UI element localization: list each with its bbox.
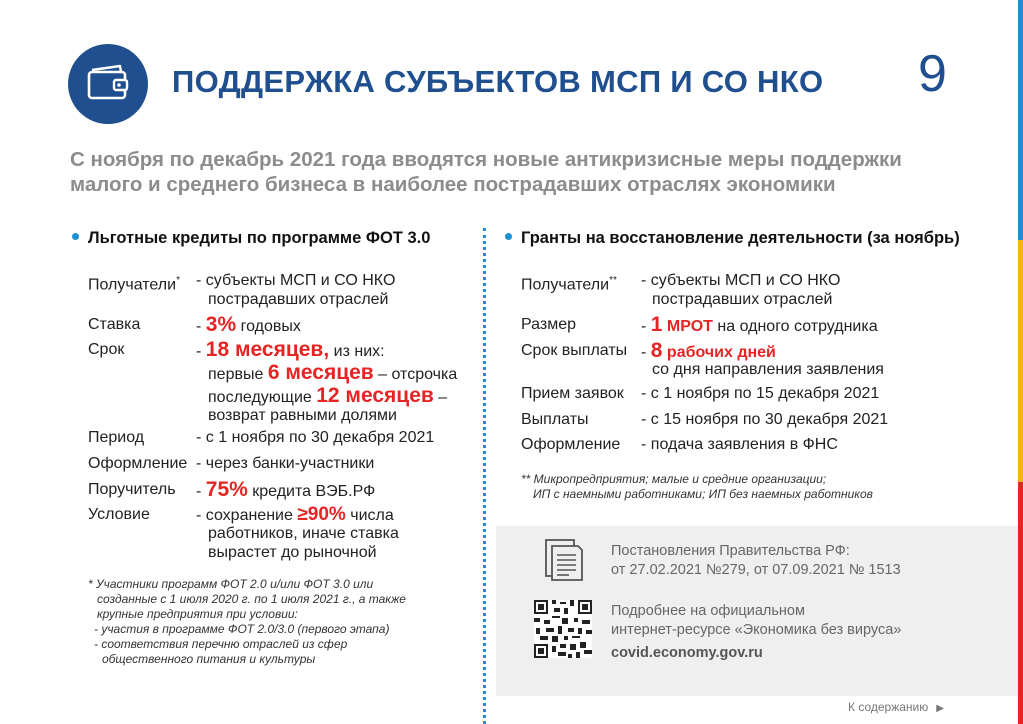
payout-term-highlight: 8 [650,339,663,362]
grant-recipients-mark: ** [609,275,617,286]
payout-term-line-2: со дня направления заявления [652,361,884,378]
left-footnote-line: созданные с 1 июля 2020 г. по 1 июля 2021 г., а также [97,592,406,606]
right-footnote [521,472,873,502]
bullet-icon [505,233,512,240]
column-divider [483,228,486,724]
header-logo [68,44,148,124]
condition-line-3: вырастет до рыночной [208,544,377,561]
term-l3-rest: – [438,389,448,406]
qr-code-icon[interactable] [534,600,592,658]
right-footnote-line: ** Микропредприятия; малые и средние организации; [521,472,827,486]
subtitle-line-2: малого и среднего бизнеса в наиболее пострадавших отраслях экономики [70,173,836,196]
condition-label: Условие [88,506,150,523]
subtitle-line-1: С ноября по декабрь 2021 года вводятся новые антикризисные меры поддержки [70,148,902,171]
grant-recipients-value-2: пострадавших отраслей [652,291,833,308]
payout-term-label: Срок выплаты [521,342,628,359]
decree-line-1: Постановления Правительства РФ: [611,543,850,559]
term-l3-highlight: 12 месяцев [316,384,434,407]
left-footnote-line: общественного питания и культуры [102,652,316,666]
left-section-title [72,229,430,248]
guarantor-label: Поручитель [88,481,176,498]
term-l4: возврат равными долями [208,407,397,424]
size-unit: МРОТ [666,318,713,335]
more-info-line-2: интернет-ресурсе «Экономика без вируса» [611,622,902,638]
stripe-red [1018,482,1023,724]
rate-highlight: 3% [205,313,237,336]
more-info-line-1: Подробнее на официальном [611,603,805,619]
term-highlight: 18 месяцев, [205,338,330,361]
right-section-title [505,229,960,248]
recipients-value-1: - субъекты МСП и СО НКО [196,272,396,289]
guarantor-dash: - [196,483,202,500]
term-l2-rest: – отсрочка [378,366,458,383]
right-footnote-line: ИП с наемными работниками; ИП без наемных работников [533,487,873,501]
grant-recipients-value-1: - субъекты МСП и СО НКО [641,272,841,289]
left-section-title-text: Льготные кредиты по программе ФОТ 3.0 [88,229,431,247]
document-icon [544,538,584,582]
guarantor-highlight: 75% [205,478,248,501]
right-section-title-text: Гранты на восстановление деятельности (за ноябрь) [521,229,960,247]
condition-rest: числа [350,507,394,524]
size-highlight: 1 [650,313,663,336]
condition-line-2: работников, иначе ставка [208,525,399,542]
page-title: ПОДДЕРЖКА СУБЪЕКТОВ МСП И СО НКО [172,64,824,99]
grant-recipients-label: Получатели [521,276,610,294]
left-footnote [88,577,406,667]
term-dash: - [196,343,202,360]
toc-link-label[interactable]: К содержанию [848,700,929,714]
term-l3-prefix: последующие [208,389,312,406]
page-number: 9 [918,45,947,103]
period-value: - с 1 ноября по 30 декабря 2021 [196,429,435,446]
guarantor-rest: кредита ВЭБ.РФ [252,483,376,500]
payments-label: Выплаты [521,411,589,428]
term-l2-highlight: 6 месяцев [267,361,374,384]
applications-label: Прием заявок [521,385,624,402]
term-l2-prefix: первые [208,366,264,383]
grant-registration-label: Оформление [521,436,621,453]
period-label: Период [88,429,145,446]
grant-registration-value: - подача заявления в ФНС [641,436,838,453]
term-label: Срок [88,341,125,358]
recipients-value-2: пострадавших отраслей [208,291,389,308]
bullet-icon [72,233,79,240]
rate-dash: - [196,318,202,335]
left-footnote-line: * Участники программ ФОТ 2.0 и/или ФОТ 3.0 или [88,577,374,591]
condition-dash: - сохранение [196,507,293,524]
size-label: Размер [521,316,576,333]
payments-value: - с 15 ноября по 30 декабря 2021 [641,411,889,428]
wallet-icon [84,64,132,104]
decree-line-2: от 27.02.2021 №279, от 07.09.2021 № 1513 [611,562,901,578]
decree-info [611,542,901,580]
website-link[interactable]: covid.economy.gov.ru [611,645,763,661]
left-footnote-line: крупные предприятия при условии: [97,607,298,621]
registration-label: Оформление [88,455,188,472]
stripe-blue [1018,0,1023,240]
term-rest: из них: [333,343,385,360]
recipients-label: Получатели [88,276,177,294]
stripe-yellow [1018,240,1023,482]
registration-value: - через банки-участники [196,455,375,472]
toc-link[interactable] [848,700,944,714]
condition-highlight: ≥90% [297,504,346,525]
payout-term-unit: рабочих дней [666,344,776,361]
play-arrow-icon: ▶ [936,703,944,714]
size-dash: - [641,318,647,335]
left-footnote-line: - соответствия перечню отраслей из сфер [94,637,348,651]
more-info [611,602,901,663]
rate-label: Ставка [88,316,141,333]
recipients-mark: * [176,275,180,286]
page-subtitle [70,147,970,197]
rate-rest: годовых [240,318,301,335]
size-rest: на одного сотрудника [717,318,878,335]
edge-color-stripe [1018,0,1023,724]
payout-term-dash: - [641,344,647,361]
left-footnote-line: - участия в программе ФОТ 2.0/3.0 (первого этапа) [94,622,390,636]
applications-value: - с 1 ноября по 15 декабря 2021 [641,385,880,402]
